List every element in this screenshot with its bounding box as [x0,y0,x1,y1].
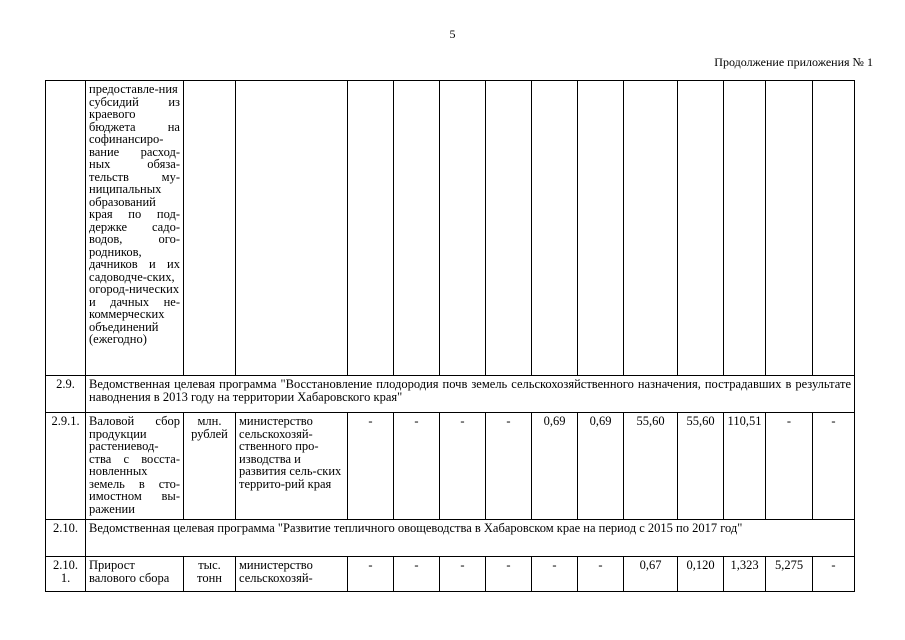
value-cell [724,81,766,376]
row-number-cell: 2.10.1. [46,557,86,592]
value-cell: 110,51 [724,413,766,520]
indicators-table [45,80,855,592]
value-cell [348,81,394,376]
value-cell: - [440,557,486,592]
indicator-name-cell: предоставле-ния субсидий из краевого бюджета на софинансиро-вание расход-ных обяза-тельств му-ниципальных образований края по под-держке садо-водов, ого-родников, дачников и их садоводче-ских, огород-нических и дачных не-коммерческих объединений (ежегодно) [86,81,184,376]
value-cell [766,81,813,376]
value-cell: - [578,557,624,592]
unit-cell [184,81,236,376]
value-cell: 0,67 [624,557,678,592]
row-number-cell: 2.10. [46,520,86,557]
value-cell: 55,60 [678,413,724,520]
value-cell: 0,120 [678,557,724,592]
unit-cell: млн. рублей [184,413,236,520]
indicator-name-cell: Прирост валового сбора [86,557,184,592]
row-number-cell: 2.9. [46,376,86,413]
table-row [46,413,855,520]
value-cell: - [394,557,440,592]
executor-cell [236,81,348,376]
executor-cell: министерство сельскохозяй-ственного про-изводства и развития сель-ских террито-рий края [236,413,348,520]
page-number: 5 [449,27,456,41]
program-title-cell: Ведомственная целевая программа "Восстановление плодородия почв земель сельскохозяйственного назначения, пострадавших в результате наводнения в 2013 году на территории Хабаровского края" [86,376,855,413]
value-cell: - [486,413,532,520]
value-cell [394,81,440,376]
value-cell: - [440,413,486,520]
value-cell: 55,60 [624,413,678,520]
table-row [46,81,855,376]
value-cell: - [348,557,394,592]
appendix-continuation-label: Продолжение приложения № 1 [714,55,873,69]
value-cell [578,81,624,376]
executor-cell: министерство сельскохозяй- [236,557,348,592]
value-cell: - [813,557,855,592]
value-cell [624,81,678,376]
row-number-cell [46,81,86,376]
table-row [46,557,855,592]
value-cell [813,81,855,376]
value-cell: - [532,557,578,592]
unit-cell: тыс. тонн [184,557,236,592]
value-cell: 5,275 [766,557,813,592]
row-number-cell: 2.9.1. [46,413,86,520]
table-row [46,376,855,413]
value-cell: - [486,557,532,592]
program-title-cell: Ведомственная целевая программа "Развитие тепличного овощеводства в Хабаровском крае на период с 2015 по 2017 год" [86,520,855,557]
value-cell: - [813,413,855,520]
value-cell [440,81,486,376]
value-cell: 1,323 [724,557,766,592]
indicator-name-cell: Валовой сбор продукции растениевод-ства с восста-новленных земель в сто-имостном вы-ражении [86,413,184,520]
table-row [46,520,855,557]
value-cell: - [766,413,813,520]
value-cell [678,81,724,376]
value-cell: 0,69 [578,413,624,520]
value-cell: - [348,413,394,520]
value-cell: 0,69 [532,413,578,520]
value-cell: - [394,413,440,520]
value-cell [486,81,532,376]
value-cell [532,81,578,376]
